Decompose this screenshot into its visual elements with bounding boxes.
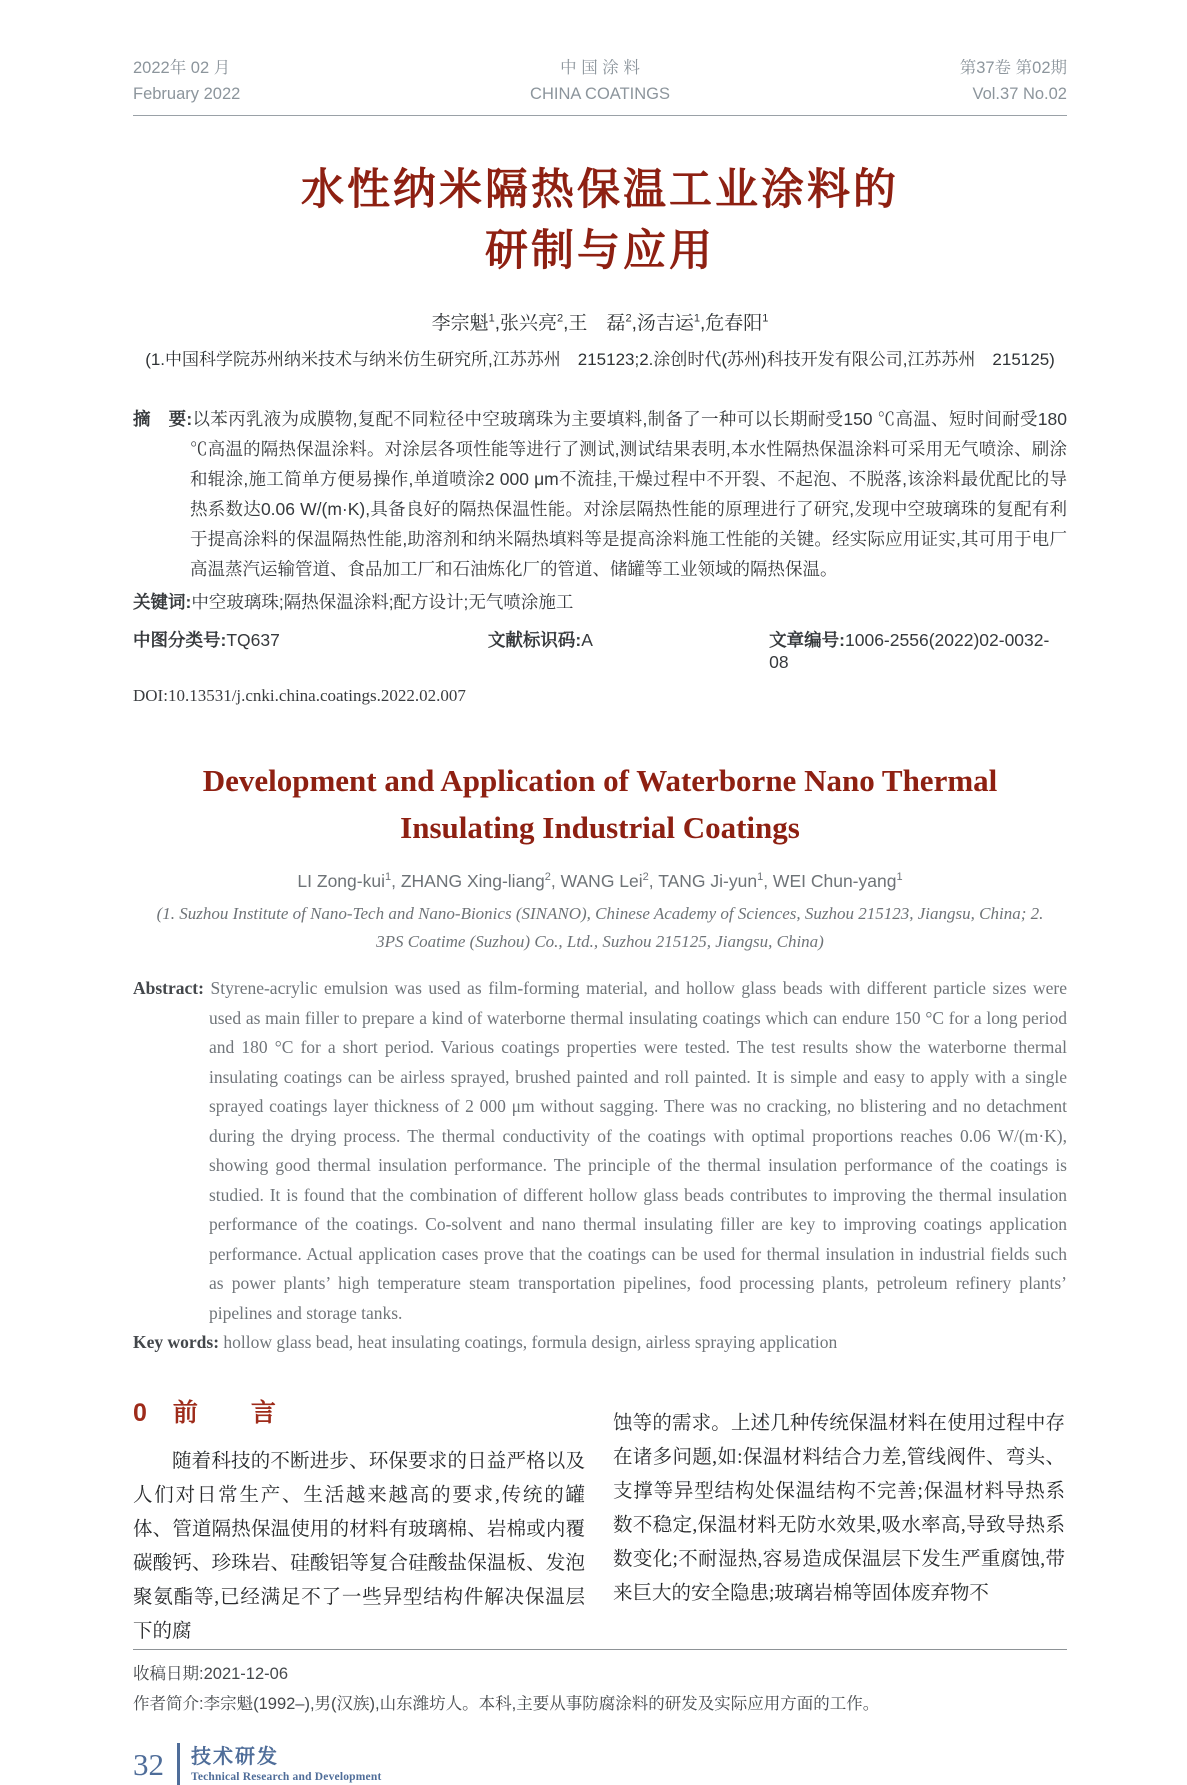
authors-zh [133, 308, 1067, 335]
keywords-zh [133, 589, 1067, 614]
body-text-left: 随着科技的不断进步、环保要求的日益严格以及人们对日常生产、生活越来越高的要求,传统的罐体、管道隔热保温使用的材料有玻璃棉、岩棉或内覆碳酸钙、珍珠岩、硅酸铝等复合硅酸盐保温板、发泡聚氨酯等,已经满足不了一些异型结构件解决保温层下的腐 [133, 1451, 585, 1643]
author-zh: 张兴亮$^2$, [500, 312, 569, 335]
author-zh: 汤吉运$^1$, [636, 312, 706, 335]
keywords-en-text: hollow glass bead, heat insulating coatings, formula design, airless spraying application [223, 1332, 838, 1353]
footnote-rule [133, 1649, 1067, 1650]
article-title-en-line2: Insulating Industrial Coatings [400, 809, 800, 845]
keywords-zh-label: 关键词: [133, 592, 192, 613]
running-head [133, 56, 1067, 107]
received-date: 收稿日期:2021-12-06 [133, 1665, 288, 1684]
author-en: WEI Chun-yang$^1$ [772, 871, 903, 892]
author-zh: 危春阳$^1$ [705, 312, 769, 335]
footer-section-zh: 技术研发 [191, 1746, 279, 1769]
article-id: 文章编号:1006-2556(2022)02-0032-08 [769, 630, 1050, 673]
author-en: ZHANG Xing-liang$^2$, [400, 871, 561, 892]
volume-issue [960, 56, 1067, 107]
abstract-en-text: Styrene-acrylic emulsion was used as film-forming material, and hollow glass beads with different particle sizes were used as main filler to prepare a kind of waterborne thermal insulating coatings which can endure 150 °C for a long period and 180 °C for a short period. Various coatings properties were tested. The test results show the waterborne thermal insulating coatings can be airless sprayed, brushed painted and roll painted. It is simple and easy to apply with a single sprayed coatings layer thickness of 2 000 μm without sagging. There was no cracking, no blistering and no detachment during the drying process. The thermal conductivity of the coatings with optimal proportions reaches 0.06 W/(m·K), showing good thermal insulation performance. The principle of the thermal insulation performance of the coatings is studied. It is found that the combination of different hollow glass beads contributes to improving the thermal insulation performance of the coatings. Co-solvent and nano thermal insulating filler are key to improving coatings application performance. Actual application cases prove that the coatings can be used for thermal insulation in industrial fields such as power plants’ high temperature steam transportation pipelines, food processing plants, petroleum refinery plants’ pipelines and storage tanks. [209, 978, 1068, 1323]
footer-section [191, 1745, 381, 1783]
keywords-en [133, 1332, 1067, 1353]
header-rule [133, 115, 1067, 116]
section-0-foreword [133, 1393, 1067, 1649]
author-en: TANG Ji-yun$^1$, [658, 871, 773, 892]
author-en: LI Zong-kui$^1$, [297, 871, 401, 892]
abstract-zh-label: 摘 要: [133, 409, 193, 430]
section-heading [133, 1393, 585, 1429]
abstract-zh-text: 以苯丙乳液为成膜物,复配不同粒径中空玻璃珠为主要填料,制备了一种可以长期耐受150 ℃高温、短时间耐受180 ℃高温的隔热保温涂料。对涂层各项性能等进行了测试,测试结果表明,本水性隔热保温涂料可采用无气喷涂、刷涂和辊涂,施工简单方便易操作,单道喷涂2 000 μm不流挂,干燥过程中不开裂、不起泡、不脱落,该涂料最优配比的导热系数达0.06 W/(m·K),具备良好的隔热保温性能。对涂层隔热性能的原理进行了研究,发现中空玻璃珠的复配有利于提高涂料的保温隔热性能,助溶剂和纳米隔热填料等是提高涂料施工性能的关键。经实际应用证实,其可用于电厂高温蒸汽运输管道、食品加工厂和石油炼化厂的管道、储罐等工业领域的隔热保温。 [190, 409, 1068, 580]
authors-en [133, 871, 1067, 892]
author-zh: 李宗魁$^1$, [431, 312, 500, 335]
section-title: 前 言 [172, 1399, 290, 1428]
section-number: 0 [133, 1399, 149, 1428]
article-title-en-line1: Development and Application of Waterborne Nano Thermal [202, 763, 998, 799]
author-zh: 王 磊$^2$, [568, 312, 637, 335]
journal-name-en: CHINA COATINGS [530, 84, 670, 103]
footer-section-en: Technical Research and Development [191, 1771, 382, 1784]
document-code: 文献标识码:A [487, 630, 593, 651]
keywords-zh-text: 中空玻璃珠;隔热保温涂料;配方设计;无气喷涂施工 [191, 592, 574, 613]
article-title-en [133, 758, 1067, 851]
page-number: 32 [133, 1746, 164, 1782]
volume-issue-en: Vol.37 No.02 [972, 84, 1067, 103]
page-footer [133, 1743, 1067, 1785]
issue-date [133, 56, 240, 107]
issue-date-en: February 2022 [133, 84, 241, 103]
abstract-zh [133, 404, 1067, 584]
footnote-block [133, 1649, 1067, 1719]
column-left [133, 1393, 585, 1649]
footer-divider-bar [177, 1743, 180, 1785]
abstract-en-label: Abstract: [133, 978, 204, 999]
column-right [613, 1393, 1065, 1649]
journal-name [530, 56, 670, 107]
affiliation-en [133, 900, 1067, 956]
article-title-zh-line1: 水性纳米隔热保温工业涂料的 [301, 166, 899, 215]
abstract-en [133, 974, 1067, 1328]
affiliation-zh: (1.中国科学院苏州纳米技术与纳米仿生研究所,江苏苏州 215123;2.涂创时代(苏州)科技开发有限公司,江苏苏州 215125) [145, 350, 1055, 370]
article-title-zh [133, 160, 1067, 282]
article-meta-row [133, 627, 1067, 673]
body-text-right: 蚀等的需求。上述几种传统保温材料在使用过程中存在诸多问题,如:保温材料结合力差,管线阀件、弯头、支撑等异型结构处保温结构不完善;保温材料导热系数不稳定,保温材料无防水效果,吸水率高,导致导热系数变化;不耐湿热,容易造成保温层下发生严重腐蚀,带来巨大的安全隐患;玻璃岩棉等固体废弃物不 [613, 1413, 1065, 1605]
issue-date-zh: 2022年 02 月 [133, 59, 231, 77]
affiliation-en-line2: 3PS Coatime (Suzhou) Co., Ltd., Suzhou 215125, Jiangsu, China) [376, 932, 824, 952]
volume-issue-zh: 第37卷 第02期 [959, 59, 1067, 77]
article-title-zh-line2: 研制与应用 [485, 227, 715, 276]
doi: DOI:10.13531/j.cnki.china.coatings.2022.02.007 [133, 686, 466, 706]
clc-number: 中图分类号:TQ637 [133, 630, 280, 651]
affiliation-en-line1: (1. Suzhou Institute of Nano-Tech and Nano-Bionics (SINANO), Chinese Academy of Sciences, Suzhou 215123, Jiangsu, China; 2. [156, 904, 1044, 924]
author-bio: 作者简介:李宗魁(1992–),男(汉族),山东潍坊人。本科,主要从事防腐涂料的研发及实际应用方面的工作。 [133, 1695, 880, 1714]
keywords-en-label: Key words: [133, 1332, 220, 1353]
journal-name-zh: 中 国 涂 料 [560, 59, 640, 77]
author-en: WANG Lei$^2$, [560, 871, 659, 892]
